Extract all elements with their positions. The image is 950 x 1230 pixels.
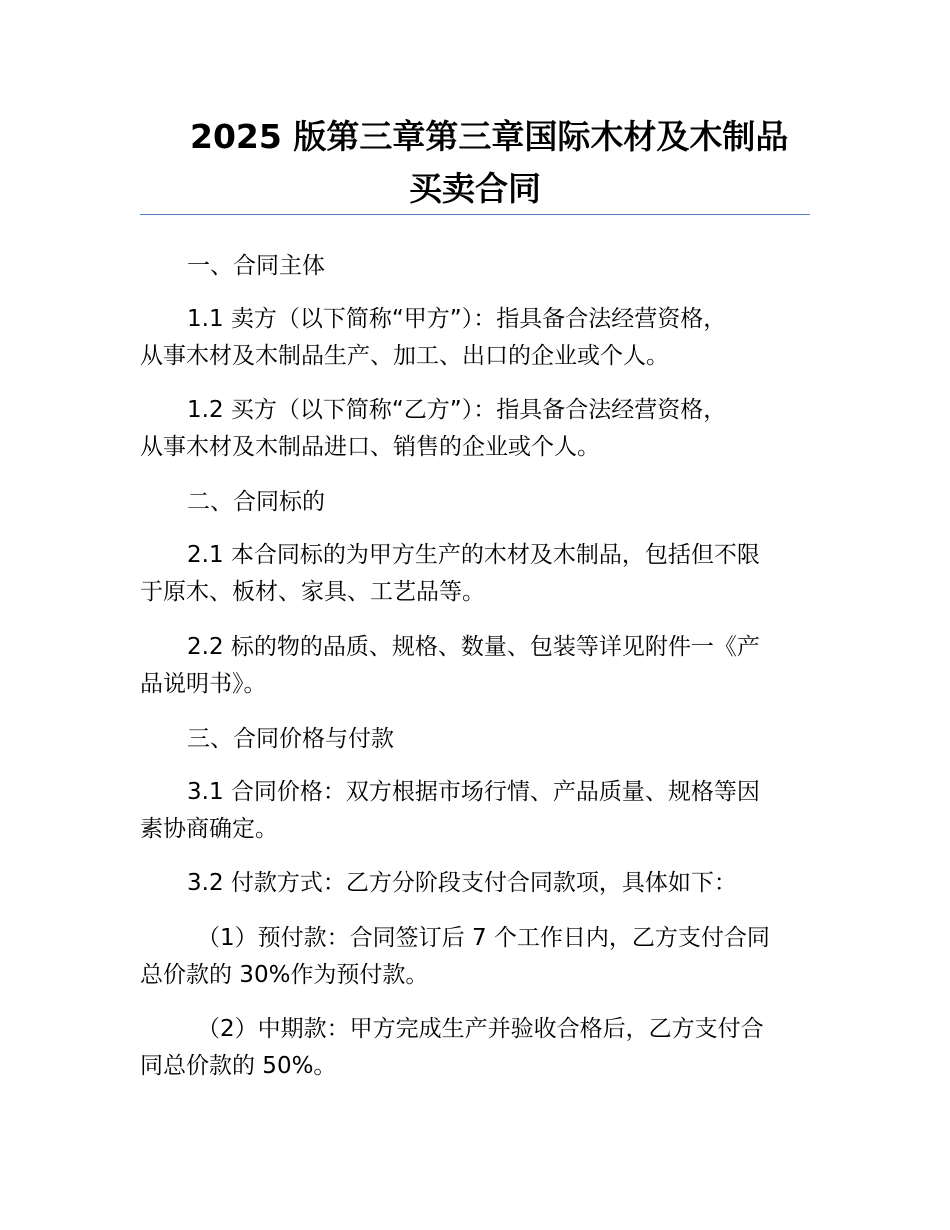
- clause-3-2: [140, 865, 810, 902]
- section-1-heading: [140, 248, 810, 285]
- document-title-line-2: 买卖合同: [409, 169, 541, 208]
- clause-3-2-item-1: [140, 920, 810, 994]
- clause-2-1-line-2: 于原木、板材、家具、工艺品等。: [140, 579, 485, 605]
- clause-1-2: [140, 392, 810, 466]
- clause-3-2-item-2-line-2: 同总价款的 50%。: [140, 1053, 337, 1079]
- document-title-line-1: 2025 版第三章第三章国际木材及木制品: [190, 117, 789, 156]
- section-1-heading-text: 一、合同主体: [187, 253, 325, 279]
- clause-1-2-line-1: 1.2 买方（以下简称“乙方”）：指具备合法经营资格，: [187, 397, 727, 423]
- section-2-heading-text: 二、合同标的: [187, 489, 325, 515]
- clause-2-2: [140, 629, 810, 703]
- clause-3-2-item-2-line-1: （2）中期款：甲方完成生产并验收合格后，乙方支付合: [197, 1016, 764, 1042]
- section-2-heading: [140, 484, 810, 521]
- clause-1-1-line-2: 从事木材及木制品生产、加工、出口的企业或个人。: [140, 343, 669, 369]
- clause-3-2-item-1-line-2: 总价款的 30%作为预付款。: [140, 962, 429, 988]
- clause-2-1: [140, 537, 810, 611]
- clause-3-2-item-2: [140, 1011, 810, 1085]
- title-underline: [140, 214, 810, 215]
- clause-3-1: [140, 774, 810, 848]
- clause-3-2-line-1: 3.2 付款方式：乙方分阶段支付合同款项，具体如下：: [187, 870, 737, 896]
- clause-1-2-line-2: 从事木材及木制品进口、销售的企业或个人。: [140, 434, 600, 460]
- section-3-heading-text: 三、合同价格与付款: [187, 726, 394, 752]
- clause-1-1-line-1: 1.1 卖方（以下简称“甲方”）：指具备合法经营资格，: [187, 306, 727, 332]
- clause-3-1-line-2: 素协商确定。: [140, 816, 278, 842]
- clause-2-1-line-1: 2.1 本合同标的为甲方生产的木材及木制品，包括但不限: [187, 542, 760, 568]
- section-3-heading: [140, 721, 810, 758]
- clause-3-2-item-1-line-1: （1）预付款：合同签订后 7 个工作日内，乙方支付合同: [197, 925, 770, 951]
- clause-2-2-line-2: 品说明书》。: [140, 671, 267, 697]
- clause-2-2-line-1: 2.2 标的物的品质、规格、数量、包装等详见附件一《产: [187, 634, 760, 660]
- clause-3-1-line-1: 3.1 合同价格：双方根据市场行情、产品质量、规格等因: [187, 779, 760, 805]
- clause-1-1: [140, 301, 810, 375]
